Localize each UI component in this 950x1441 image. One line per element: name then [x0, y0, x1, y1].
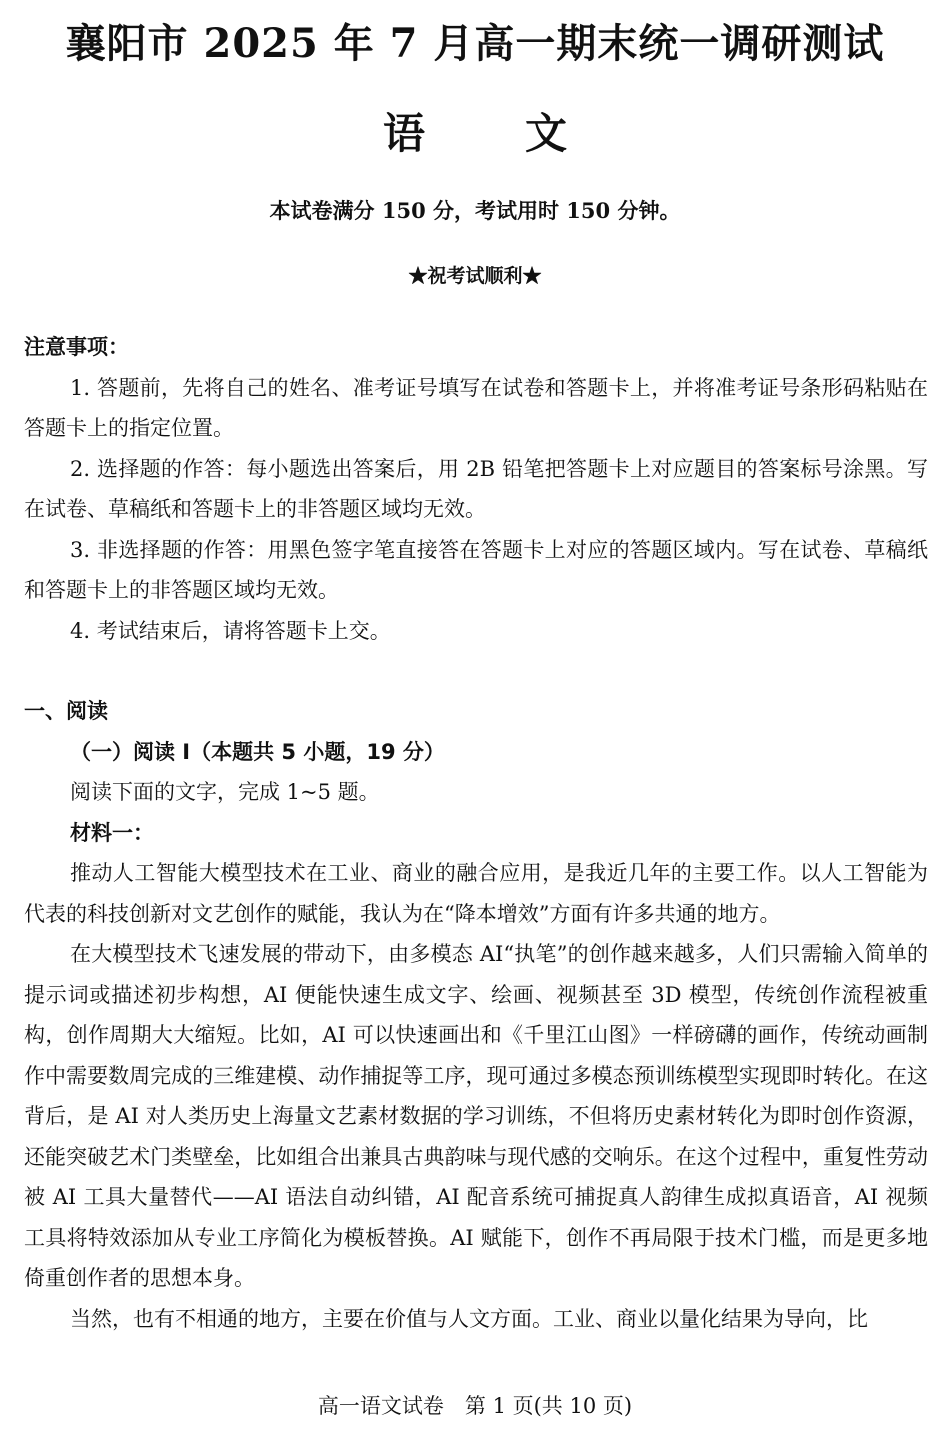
- note-item: 4. 考试结束后，请将答题卡上交。: [70, 618, 391, 643]
- material-paragraph: 推动人工智能大模型技术在工业、商业的融合应用，是我近几年的主要工作。以人工智能为代表的科技创新对文艺创作的赋能，我认为在“降本增效”方面有许多共通的地方。: [24, 861, 928, 926]
- exam-content: [24, 327, 928, 1339]
- material-paragraph: 在大模型技术飞速发展的带动下，由多模态 AI“执笔”的创作越来越多，人们只需输入简单的提示词或描述初步构想，AI 便能快速生成文字、绘画、视频甚至 3D 模型，传统创作流程被重构，创作周期大大缩短。比如，AI 可以快速画出和《千里江山图》一样磅礴的画作，传统动画制作中需要数周完成的三维建模、动作捕捉等工序，现可通过多模态预训练模型实现即时转化。在这背后，是 AI 对人类历史上海量文艺素材数据的学习训练，不但将历史素材转化为即时创作资源，还能突破艺术门类壁垒，比如组合出兼具古典韵味与现代感的交响乐。在这个过程中，重复性劳动被 AI 工具大量替代——AI 语法自动纠错，AI 配音系统可捕捉真人韵律生成拟真语音，AI 视频工具将特效添加从专业工序简化为模板替换。AI 赋能下，创作不再局限于技术门槛，而是更多地倚重创作者的思想本身。: [24, 942, 928, 1290]
- subject-title: 语文: [382, 109, 667, 158]
- spacer: [24, 651, 928, 691]
- sub-section-heading: （一）阅读 I（本题共 5 小题，19 分）: [70, 739, 445, 764]
- notes-heading: 注意事项：: [24, 335, 129, 359]
- exam-title: 襄阳市 2025 年 7 月高一期末统一调研测试: [65, 20, 885, 67]
- section-heading: 一、阅读: [24, 699, 108, 723]
- note-item: 1. 答题前，先将自己的姓名、准考证号填写在试卷和答题卡上，并将准考证号条形码粘贴在答题卡上的指定位置。: [24, 375, 928, 440]
- note-item: 2. 选择题的作答：每小题选出答案后，用 2B 铅笔把答题卡上对应题目的答案标号涂黑。写在试卷、草稿纸和答题卡上的非答题区域均无效。: [24, 456, 928, 521]
- score-note: 本试卷满分 150 分，考试用时 150 分钟。: [269, 198, 681, 223]
- instruction-text: 阅读下面的文字，完成 1~5 题。: [70, 780, 380, 804]
- note-item: 3. 非选择题的作答：用黑色签字笔直接答在答题卡上对应的答题区域内。写在试卷、草稿纸和答题卡上的非答题区域均无效。: [24, 537, 928, 602]
- page-footer: 高一语文试卷 第 1 页(共 10 页): [317, 1394, 633, 1418]
- good-luck-note: ★祝考试顺利★: [408, 265, 542, 287]
- material-label: 材料一：: [70, 820, 154, 845]
- material-paragraph: 当然，也有不相通的地方，主要在价值与人文方面。工业、商业以量化结果为导向，比: [70, 1306, 868, 1331]
